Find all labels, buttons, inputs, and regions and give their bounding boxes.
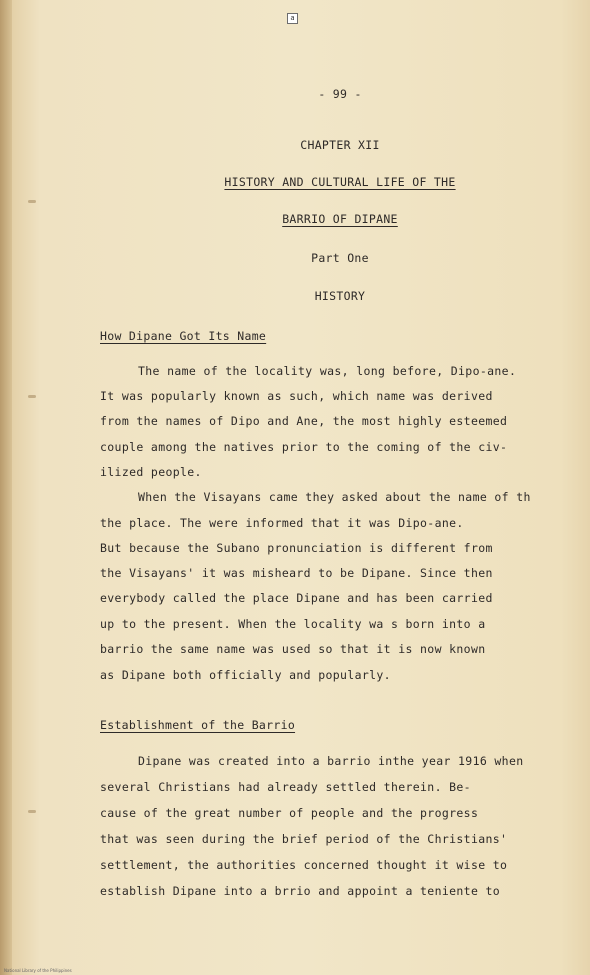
- body-line: ilized people.: [100, 465, 202, 479]
- binding-mark: [28, 395, 36, 398]
- body-line: up to the present. When the locality wa s born into a: [100, 617, 486, 631]
- body-line: settlement, the authorities concerned thought it wise to: [100, 858, 508, 872]
- part-heading: HISTORY: [314, 289, 366, 303]
- chapter-title-line-1: HISTORY AND CULTURAL LIFE OF THE: [224, 175, 456, 189]
- body-line: When the Visayans came they asked about the name of th: [138, 490, 531, 504]
- body-line: as Dipane both officially and popularly.: [100, 668, 391, 682]
- body-line: several Christians had already settled therein. Be-: [100, 780, 471, 794]
- body-line: couple among the natives prior to the coming of the civ-: [100, 440, 508, 454]
- body-line: cause of the great number of people and the progress: [100, 806, 479, 820]
- body-line: It was popularly known as such, which name was derived: [100, 389, 493, 403]
- body-line: that was seen during the brief period of the Christians': [100, 832, 508, 846]
- body-line: the place. The were informed that it was Dipo-ane.: [100, 516, 464, 530]
- page-number: - 99 -: [318, 87, 362, 101]
- body-line: the Visayans' it was misheard to be Dipane. Since then: [100, 566, 493, 580]
- body-line: everybody called the place Dipane and has been carried: [100, 591, 493, 605]
- scan-footer: National Library of the Philippines: [4, 968, 72, 973]
- body-line: But because the Subano pronunciation is different from: [100, 541, 493, 555]
- body-line: from the names of Dipo and Ane, the most highly esteemed: [100, 414, 508, 428]
- section-heading-name: How Dipane Got Its Name: [100, 329, 267, 343]
- body-line: establish Dipane into a brrio and appoint a teniente to: [100, 884, 501, 898]
- body-line: barrio the same name was used so that it is now known: [100, 642, 486, 656]
- part-label: Part One: [311, 251, 369, 265]
- page-tag: a: [287, 13, 298, 24]
- book-spine-shadow: [0, 0, 12, 975]
- body-line: Dipane was created into a barrio inthe year 1916 when: [138, 754, 524, 768]
- body-line: The name of the locality was, long before, Dipo-ane.: [138, 364, 517, 378]
- chapter-title-line-2: BARRIO OF DIPANE: [282, 212, 398, 226]
- chapter-number: CHAPTER XII: [300, 138, 380, 152]
- binding-mark: [28, 200, 36, 203]
- binding-mark: [28, 810, 36, 813]
- section-heading-establishment: Establishment of the Barrio: [100, 718, 296, 732]
